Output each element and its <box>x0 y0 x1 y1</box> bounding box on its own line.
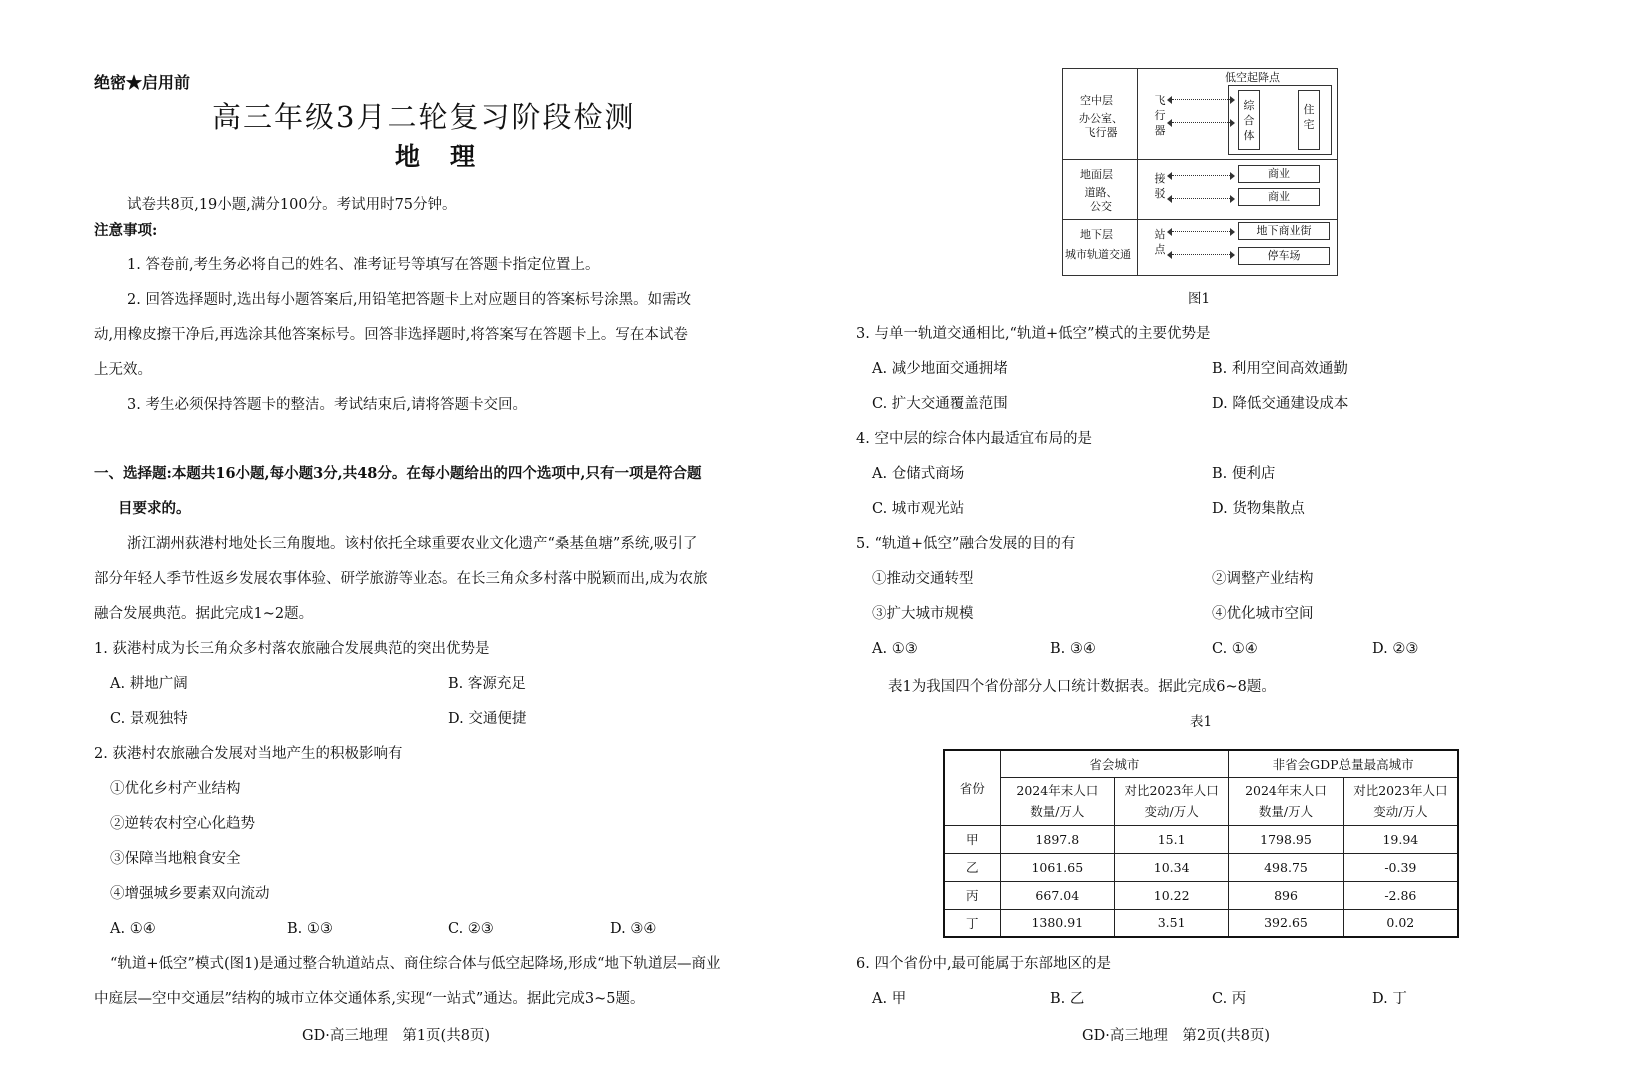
q6-option-d: D. 丁 <box>1372 991 1407 1007</box>
question-4-stem: 4. 空中层的综合体内最适宜布局的是 <box>856 431 1092 447</box>
cell: 19.94 <box>1343 825 1458 853</box>
ground-layer-sub: 道路、 公交 <box>1084 186 1118 213</box>
passage-line: 中庭层—空中交通层”结构的城市立体交通体系,实现“一站式”通达。据此完成3~5题。 <box>94 991 645 1007</box>
passage-line: “轨道+低空”模式(图1)是通过整合轨道站点、商住综合体与低空起降场,形成“地下轨道层—商业 <box>110 956 721 972</box>
question-6-stem: 6. 四个省份中,最可能属于东部地区的是 <box>856 956 1112 972</box>
q5-item: ④优化城市空间 <box>1212 606 1314 622</box>
q3-option-c: C. 扩大交通覆盖范围 <box>872 396 1008 412</box>
arrow-connector <box>1172 198 1230 199</box>
notice-line: 1. 答卷前,考生务必将自己的姓名、准考证号等填写在答题卡指定位置上。 <box>127 257 600 273</box>
arrow-connector <box>1172 254 1230 255</box>
cell: 1798.95 <box>1229 825 1343 853</box>
notice-line: 上无效。 <box>94 362 152 378</box>
table-row <box>944 909 1458 937</box>
cell: 1061.65 <box>1000 853 1114 881</box>
underground-layer-label: 地下层 <box>1080 228 1113 241</box>
q1-option-c: C. 景观独特 <box>110 711 188 727</box>
header-change: 对比2023年人口 变动/万人 <box>1343 777 1458 825</box>
underground-layer-sub: 城市轨道交通 <box>1065 248 1131 261</box>
q6-option-b: B. 乙 <box>1050 991 1085 1007</box>
cell: 10.34 <box>1115 853 1229 881</box>
q1-option-a: A. 耕地广阔 <box>110 676 188 692</box>
cell: 10.22 <box>1115 881 1229 909</box>
q4-option-a: A. 仓储式商场 <box>872 466 965 482</box>
cell: 丁 <box>944 909 1000 937</box>
header-change: 对比2023年人口 变动/万人 <box>1115 777 1229 825</box>
low-altitude-landing-label: 低空起降点 <box>1225 71 1280 84</box>
station-label: 站点 <box>1154 228 1166 256</box>
page-footer: GD·高三地理 第1页(共8页) <box>302 1028 491 1044</box>
table-row <box>944 853 1458 881</box>
residence-label: 住宅 <box>1303 103 1315 131</box>
page-footer: GD·高三地理 第2页(共8页) <box>1082 1028 1271 1044</box>
right-page <box>800 0 1625 1079</box>
notice-line: 2. 回答选择题时,选出每小题答案后,用铅笔把答题卡上对应题目的答案标号涂黑。如需改 <box>127 292 692 308</box>
q4-option-c: C. 城市观光站 <box>872 501 965 517</box>
aircraft-label: 飞行器 <box>1154 94 1166 137</box>
complex-label: 综合体 <box>1243 99 1255 142</box>
q2-item: ②逆转农村空心化趋势 <box>110 816 255 832</box>
q2-option-d: D. ③④ <box>610 921 657 937</box>
cell: -2.86 <box>1343 881 1458 909</box>
q1-option-b: B. 客源充足 <box>448 676 526 692</box>
commerce-box: 商业 <box>1238 165 1320 183</box>
q2-item: ④增强城乡要素双向流动 <box>110 886 270 902</box>
commerce-box: 商业 <box>1238 188 1320 206</box>
table-caption: 表1 <box>1190 714 1213 730</box>
passage-line: 融合发展典范。据此完成1~2题。 <box>94 606 314 622</box>
cell: -0.39 <box>1343 853 1458 881</box>
q5-option-c: C. ①④ <box>1212 641 1258 657</box>
cell: 丙 <box>944 881 1000 909</box>
cell: 0.02 <box>1343 909 1458 937</box>
q5-item: ②调整产业结构 <box>1212 571 1314 587</box>
cell: 896 <box>1229 881 1343 909</box>
question-1-stem: 1. 荻港村成为长三角众多村落农旅融合发展典范的突出优势是 <box>94 641 490 657</box>
residence-box <box>1298 90 1320 150</box>
q5-option-b: B. ③④ <box>1050 641 1096 657</box>
q5-item: ①推动交通转型 <box>872 571 974 587</box>
exam-title: 高三年级3月二轮复习阶段检测 <box>212 100 636 134</box>
q6-option-c: C. 丙 <box>1212 991 1247 1007</box>
notice-line: 动,用橡皮擦干净后,再选涂其他答案标号。回答非选择题时,将答案写在答题卡上。写在本试卷 <box>94 327 688 343</box>
q2-option-a: A. ①④ <box>110 921 156 937</box>
population-table <box>943 749 1459 938</box>
q4-option-b: B. 便利店 <box>1212 466 1276 482</box>
underground-street-box: 地下商业街 <box>1238 222 1330 240</box>
arrow-connector <box>1172 175 1230 176</box>
q4-option-d: D. 货物集散点 <box>1212 501 1305 517</box>
section-heading: 目要求的。 <box>118 500 191 517</box>
table-row <box>944 825 1458 853</box>
exam-intro: 试卷共8页,19小题,满分100分。考试用时75分钟。 <box>127 197 457 213</box>
question-5-stem: 5. “轨道+低空”融合发展的目的有 <box>856 536 1076 552</box>
left-page <box>0 0 800 1079</box>
cell: 15.1 <box>1115 825 1229 853</box>
header-noncapital: 非省会GDP总量最高城市 <box>1229 750 1458 777</box>
header-capital: 省会城市 <box>1000 750 1229 777</box>
q5-item: ③扩大城市规模 <box>872 606 974 622</box>
notice-heading: 注意事项: <box>94 222 158 239</box>
arrow-connector <box>1172 231 1230 232</box>
figure-1-diagram <box>1062 68 1338 276</box>
q2-item: ③保障当地粮食安全 <box>110 851 241 867</box>
q2-item: ①优化乡村产业结构 <box>110 781 241 797</box>
q1-option-d: D. 交通便捷 <box>448 711 527 727</box>
cell: 3.51 <box>1115 909 1229 937</box>
q3-option-b: B. 利用空间高效通勤 <box>1212 361 1348 377</box>
cell: 498.75 <box>1229 853 1343 881</box>
table-row <box>944 881 1458 909</box>
q5-option-a: A. ①③ <box>872 641 918 657</box>
figure-caption: 图1 <box>1188 291 1211 307</box>
cell: 1897.8 <box>1000 825 1114 853</box>
header-pop: 2024年末人口 数量/万人 <box>1229 777 1343 825</box>
ground-layer-label: 地面层 <box>1080 168 1113 181</box>
subject-title: 地理 <box>395 142 506 171</box>
transfer-label: 接驳 <box>1154 172 1166 200</box>
passage-line: 部分年轻人季节性返乡发展农事体验、研学旅游等业态。在长三角众多村落中脱颖而出,成为农旅 <box>94 571 708 587</box>
arrow-connector <box>1172 122 1230 123</box>
notice-line: 3. 考生必须保持答题卡的整洁。考试结束后,请将答题卡交回。 <box>127 397 528 413</box>
cell: 1380.91 <box>1000 909 1114 937</box>
cell: 甲 <box>944 825 1000 853</box>
section-heading: 一、选择题:本题共16小题,每小题3分,共48分。在每小题给出的四个选项中,只有一项是符合题 <box>94 465 702 482</box>
q5-option-d: D. ②③ <box>1372 641 1419 657</box>
complex-box <box>1238 90 1260 150</box>
arrow-connector <box>1172 99 1230 100</box>
parking-box: 停车场 <box>1238 247 1330 265</box>
q3-option-a: A. 减少地面交通拥堵 <box>872 361 1008 377</box>
header-pop: 2024年末人口 数量/万人 <box>1000 777 1114 825</box>
cell: 667.04 <box>1000 881 1114 909</box>
q3-option-d: D. 降低交通建设成本 <box>1212 396 1349 412</box>
passage-line: 浙江湖州荻港村地处长三角腹地。该村依托全球重要农业文化遗产“桑基鱼塘”系统,吸引了 <box>127 536 698 552</box>
q2-option-b: B. ①③ <box>287 921 333 937</box>
q2-option-c: C. ②③ <box>448 921 494 937</box>
question-3-stem: 3. 与单一轨道交通相比,“轨道+低空”模式的主要优势是 <box>856 326 1211 342</box>
header-province: 省份 <box>944 750 1000 825</box>
q6-option-a: A. 甲 <box>872 991 907 1007</box>
question-2-stem: 2. 荻港村农旅融合发展对当地产生的积极影响有 <box>94 746 403 762</box>
air-layer-sub: 办公室、 飞行器 <box>1079 112 1123 139</box>
cell: 乙 <box>944 853 1000 881</box>
confidential-mark: 绝密★启用前 <box>94 73 191 92</box>
cell: 392.65 <box>1229 909 1343 937</box>
table-intro: 表1为我国四个省份部分人口统计数据表。据此完成6~8题。 <box>888 679 1276 695</box>
air-layer-label: 空中层 <box>1080 94 1113 107</box>
